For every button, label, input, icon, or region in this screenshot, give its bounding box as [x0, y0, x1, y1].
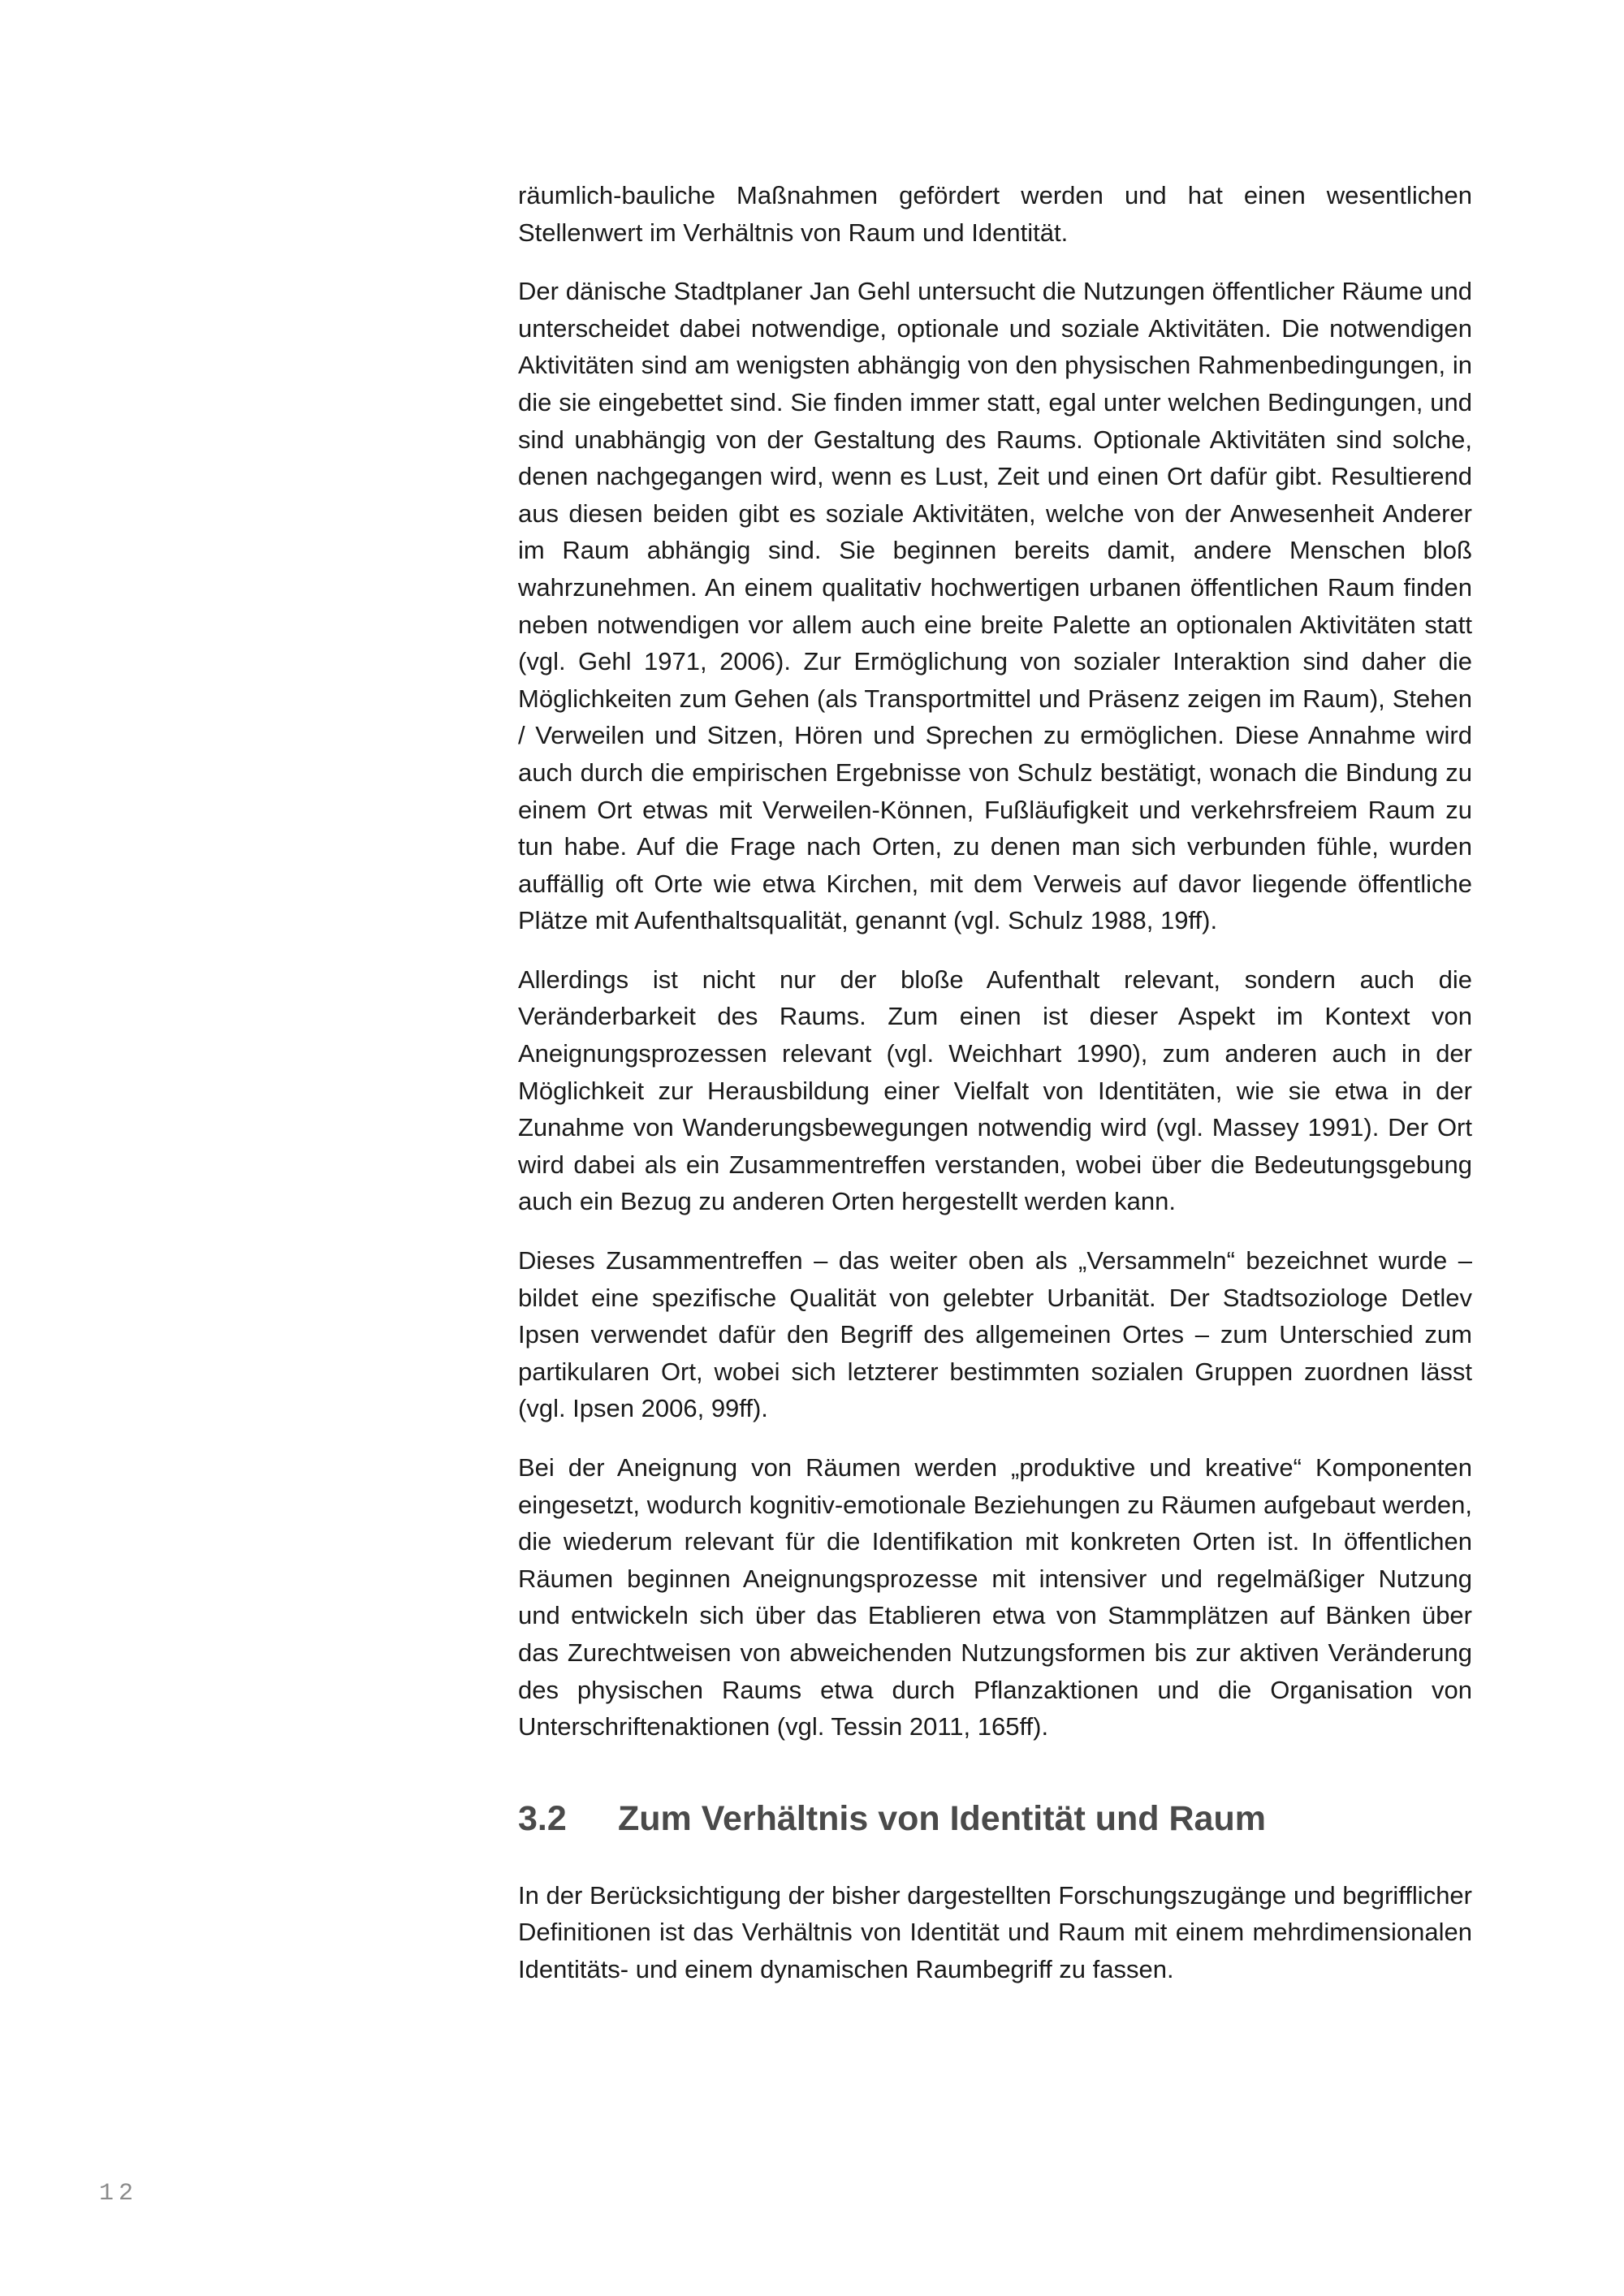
section-paragraph: In der Berücksichtigung der bisher dargestellten Forschungszugänge und begrifflicher Definitionen ist das Verhältnis von Identität und Raum mit einem mehrdimensionalen Identitäts- und einem dynamischen Raumbegriff zu fassen. — [518, 1880, 1472, 1983]
section-heading — [518, 1798, 1472, 1840]
paragraph: räumlich-bauliche Maßnahmen gefördert werden und hat einen wesentlichen Stellenwert im Verhältnis von Raum und Identität. — [518, 181, 1472, 247]
page-body — [518, 177, 1472, 2010]
section-title: Zum Verhältnis von Identität und Raum — [618, 1798, 1266, 1838]
paragraph: Allerdings ist nicht nur der bloße Aufenthalt relevant, sondern auch die Veränderbarkeit des Raums. Zum einen ist dieser Aspekt im Kontext von Aneignungsprozessen relevant (vgl. Weichhart 1990), zum anderen auch in der Möglichkeit zur Herausbildung einer Vielfalt von Identitäten, wie sie etwa in der Zunahme von Wanderungsbewegungen notwendig wird (vgl. Massey 1991). Der Ort wird dabei als ein Zusammentreffen verstanden, wobei über die Bedeutungsgebung auch ein Bezug zu anderen Orten hergestellt werden kann. — [518, 965, 1472, 1216]
section-number: 3.2 — [518, 1798, 567, 1838]
paragraph: Der dänische Stadtplaner Jan Gehl untersucht die Nutzungen öffentlicher Räume und unterscheidet dabei notwendige, optionale und soziale Aktivitäten. Die notwendigen Aktivitäten sind am wenigsten abhängig von den physischen Rahmenbedingungen, in die sie eingebettet sind. Sie finden immer statt, egal unter welchen Bedingungen, und sind unabhängig von der Gestaltung des Raums. Optionale Aktivitäten sind solche, denen nachgegangen wird, wenn es Lust, Zeit und einen Ort dafür gibt. Resultierend aus diesen beiden gibt es soziale Aktivitäten, welche von der Anwesenheit Anderer im Raum abhängig sind. Sie beginnen bereits damit, andere Menschen bloß wahrzunehmen. An einem qualitativ hochwertigen urbanen öffentlichen Raum finden neben notwendigen vor allem auch eine breite Palette an optionalen Aktivitäten statt (vgl. Gehl 1971, 2006). Zur Ermöglichung von sozialer Interaktion sind daher die Möglichkeiten zum Gehen (als Transportmittel und Präsenz zeigen im Raum), Stehen / Verweilen und Sitzen, Hören und Sprechen zu ermöglichen. Diese Annahme wird auch durch die empirischen Ergebnisse von Schulz bestätigt, wonach die Bindung zu einem Ort etwas mit Verweilen-Können, Fußläufigkeit und verkehrsfreiem Raum zu tun habe. Auf die Frage nach Orten, zu denen man sich verbunden fühle, wurden auffällig oft Orte wie etwa Kirchen, mit dem Verweis auf davor liegende öffentliche Plätze mit Aufenthaltsqualität, genannt (vgl. Schulz 1988, 19ff). — [518, 277, 1472, 935]
page-number: 12 — [99, 2180, 139, 2208]
paragraph: Dieses Zusammentreffen – das weiter oben als „Versammeln“ bezeichnet wurde – bildet eine spezifische Qualität von gelebter Urbanität. Der Stadtsoziologe Detlev Ipsen verwendet dafür den Begriff des allgemeinen Ortes – zum Unterschied zum partikularen Ort, wobei sich letzterer bestimmten sozialen Gruppen zuordnen lässt (vgl. Ipsen 2006, 99ff). — [518, 1246, 1472, 1423]
paragraph: Bei der Aneignung von Räumen werden „produktive und kreative“ Komponenten eingesetzt, wodurch kognitiv-emotionale Beziehungen zu Räumen aufgebaut werden, die wiederum relevant für die Identifikation mit konkreten Orten ist. In öffentlichen Räumen beginnen Aneignungsprozesse mit intensiver und regelmäßiger Nutzung und entwickeln sich über das Etablieren etwa von Stammplätzen auf Bänken über das Zurechtweisen von abweichenden Nutzungsformen bis zur aktiven Veränderung des physischen Raums etwa durch Pflanzaktionen und die Organisation von Unterschriftenaktionen (vgl. Tessin 2011, 165ff). — [518, 1453, 1472, 1741]
